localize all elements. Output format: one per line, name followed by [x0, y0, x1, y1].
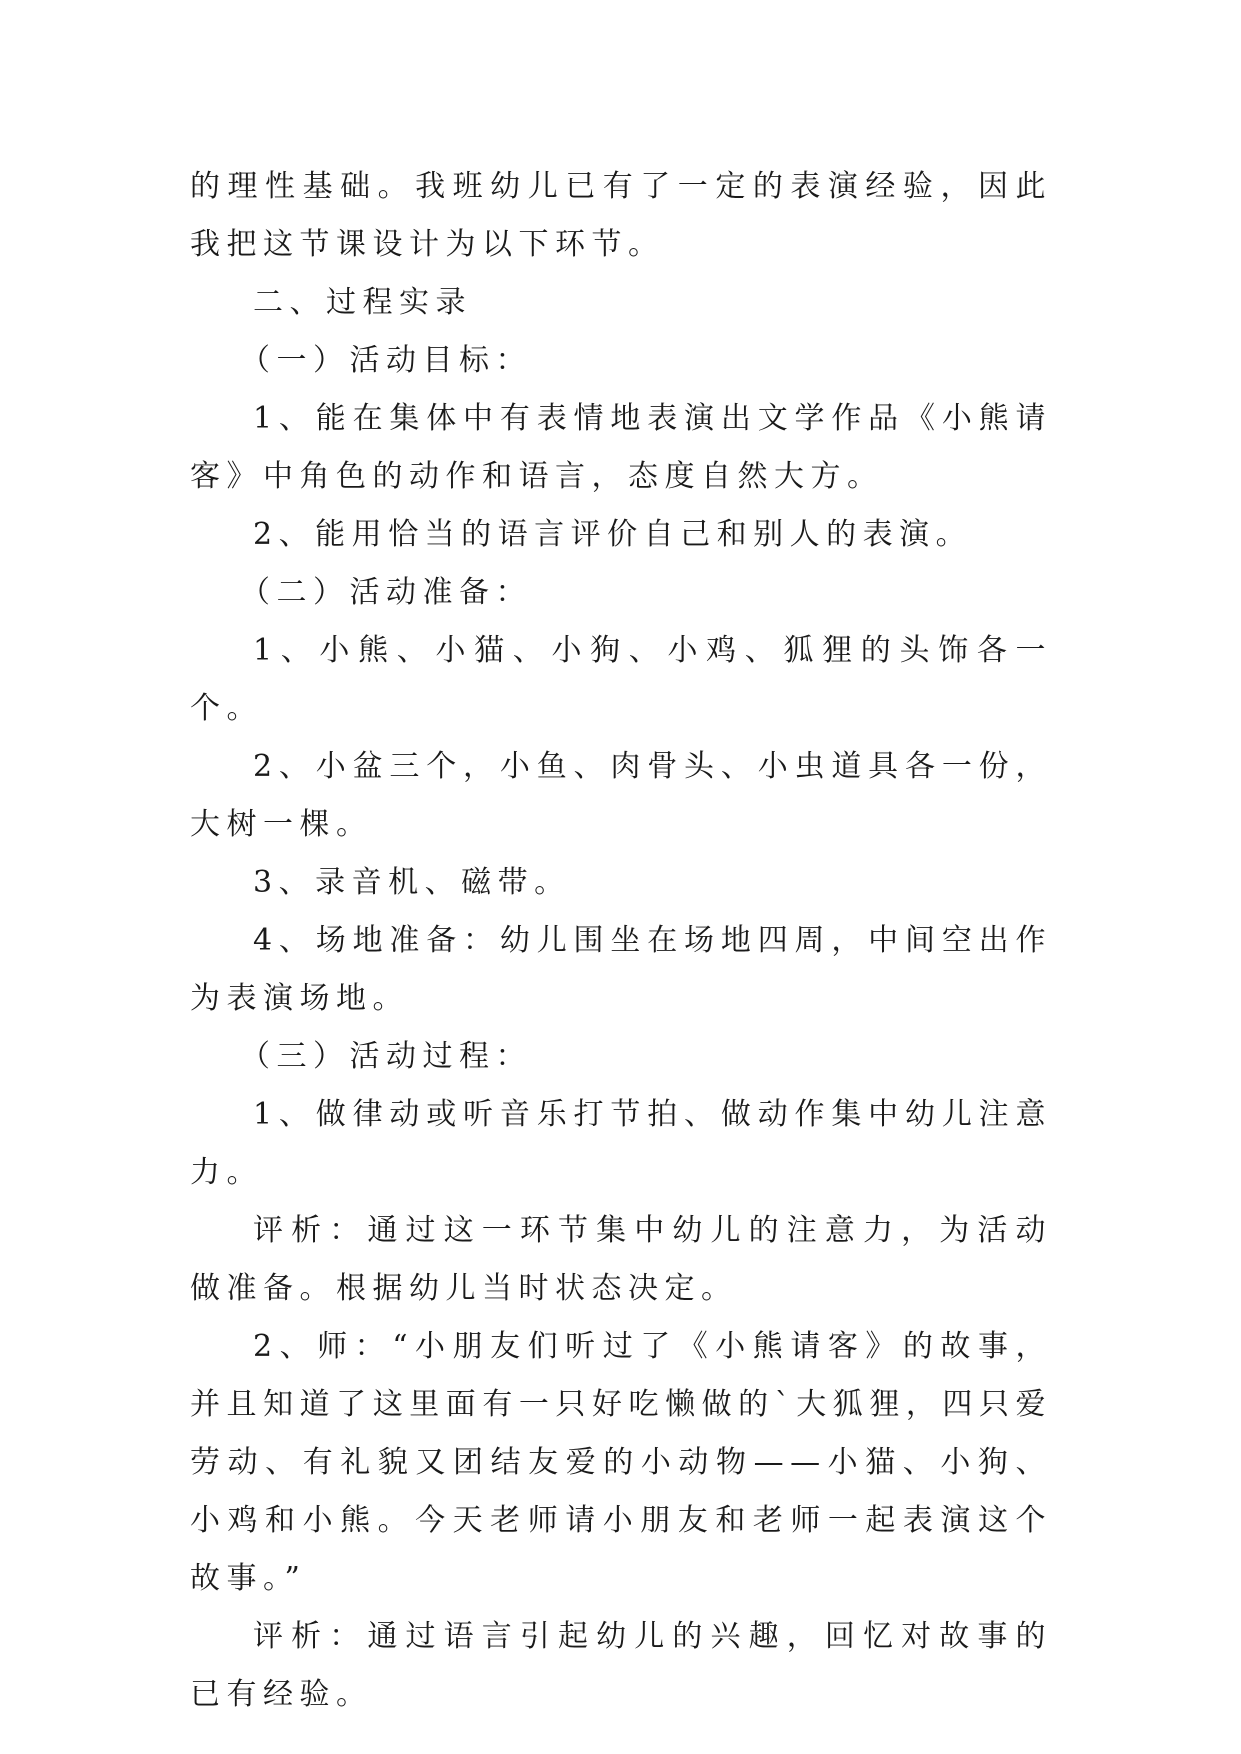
preparation-item-4: 4、场地准备：幼儿围坐在场地四周，中间空出作为表演场地。	[190, 923, 1052, 1016]
preparation-item-2: 2、小盆三个，小鱼、肉骨头、小虫道具各一份，大树一棵。	[190, 749, 1052, 842]
subheading-activity-goals: （一）活动目标：	[240, 343, 532, 378]
process-step-2: 2、师：“小朋友们听过了《小熊请客》的故事，并且知道了这里面有一只好吃懒做的`大狐狸，四只爱劳动、有礼貌又团结友爱的小动物——小猫、小狗、小鸡和小熊。今天老师请小朋友和老师一起表演这个故事。”	[190, 1329, 1052, 1596]
subheading-activity-process: （三）活动过程：	[240, 1039, 532, 1074]
document-body	[190, 158, 1052, 1724]
goal-item-1: 1、能在集体中有表情地表演出文学作品《小熊请客》中角色的动作和语言，态度自然大方。	[190, 401, 1052, 494]
subheading-activity-preparation: （二）活动准备：	[240, 575, 532, 610]
section-heading-process: 二、过程实录	[253, 285, 472, 320]
process-analysis-2: 评析：通过语言引起幼儿的兴趣，回忆对故事的已有经验。	[190, 1619, 1052, 1712]
goal-item-2: 2、能用恰当的语言评价自己和别人的表演。	[253, 517, 973, 552]
preparation-item-1: 1、小熊、小猫、小狗、小鸡、狐狸的头饰各一个。	[190, 633, 1052, 726]
paragraph-intro-continuation: 的理性基础。我班幼儿已有了一定的表演经验，因此我把这节课设计为以下环节。	[190, 169, 1052, 262]
preparation-item-3: 3、录音机、磁带。	[253, 865, 571, 900]
process-analysis-1: 评析：通过这一环节集中幼儿的注意力，为活动做准备。根据幼儿当时状态决定。	[190, 1213, 1052, 1306]
process-step-1: 1、做律动或听音乐打节拍、做动作集中幼儿注意力。	[190, 1097, 1052, 1190]
